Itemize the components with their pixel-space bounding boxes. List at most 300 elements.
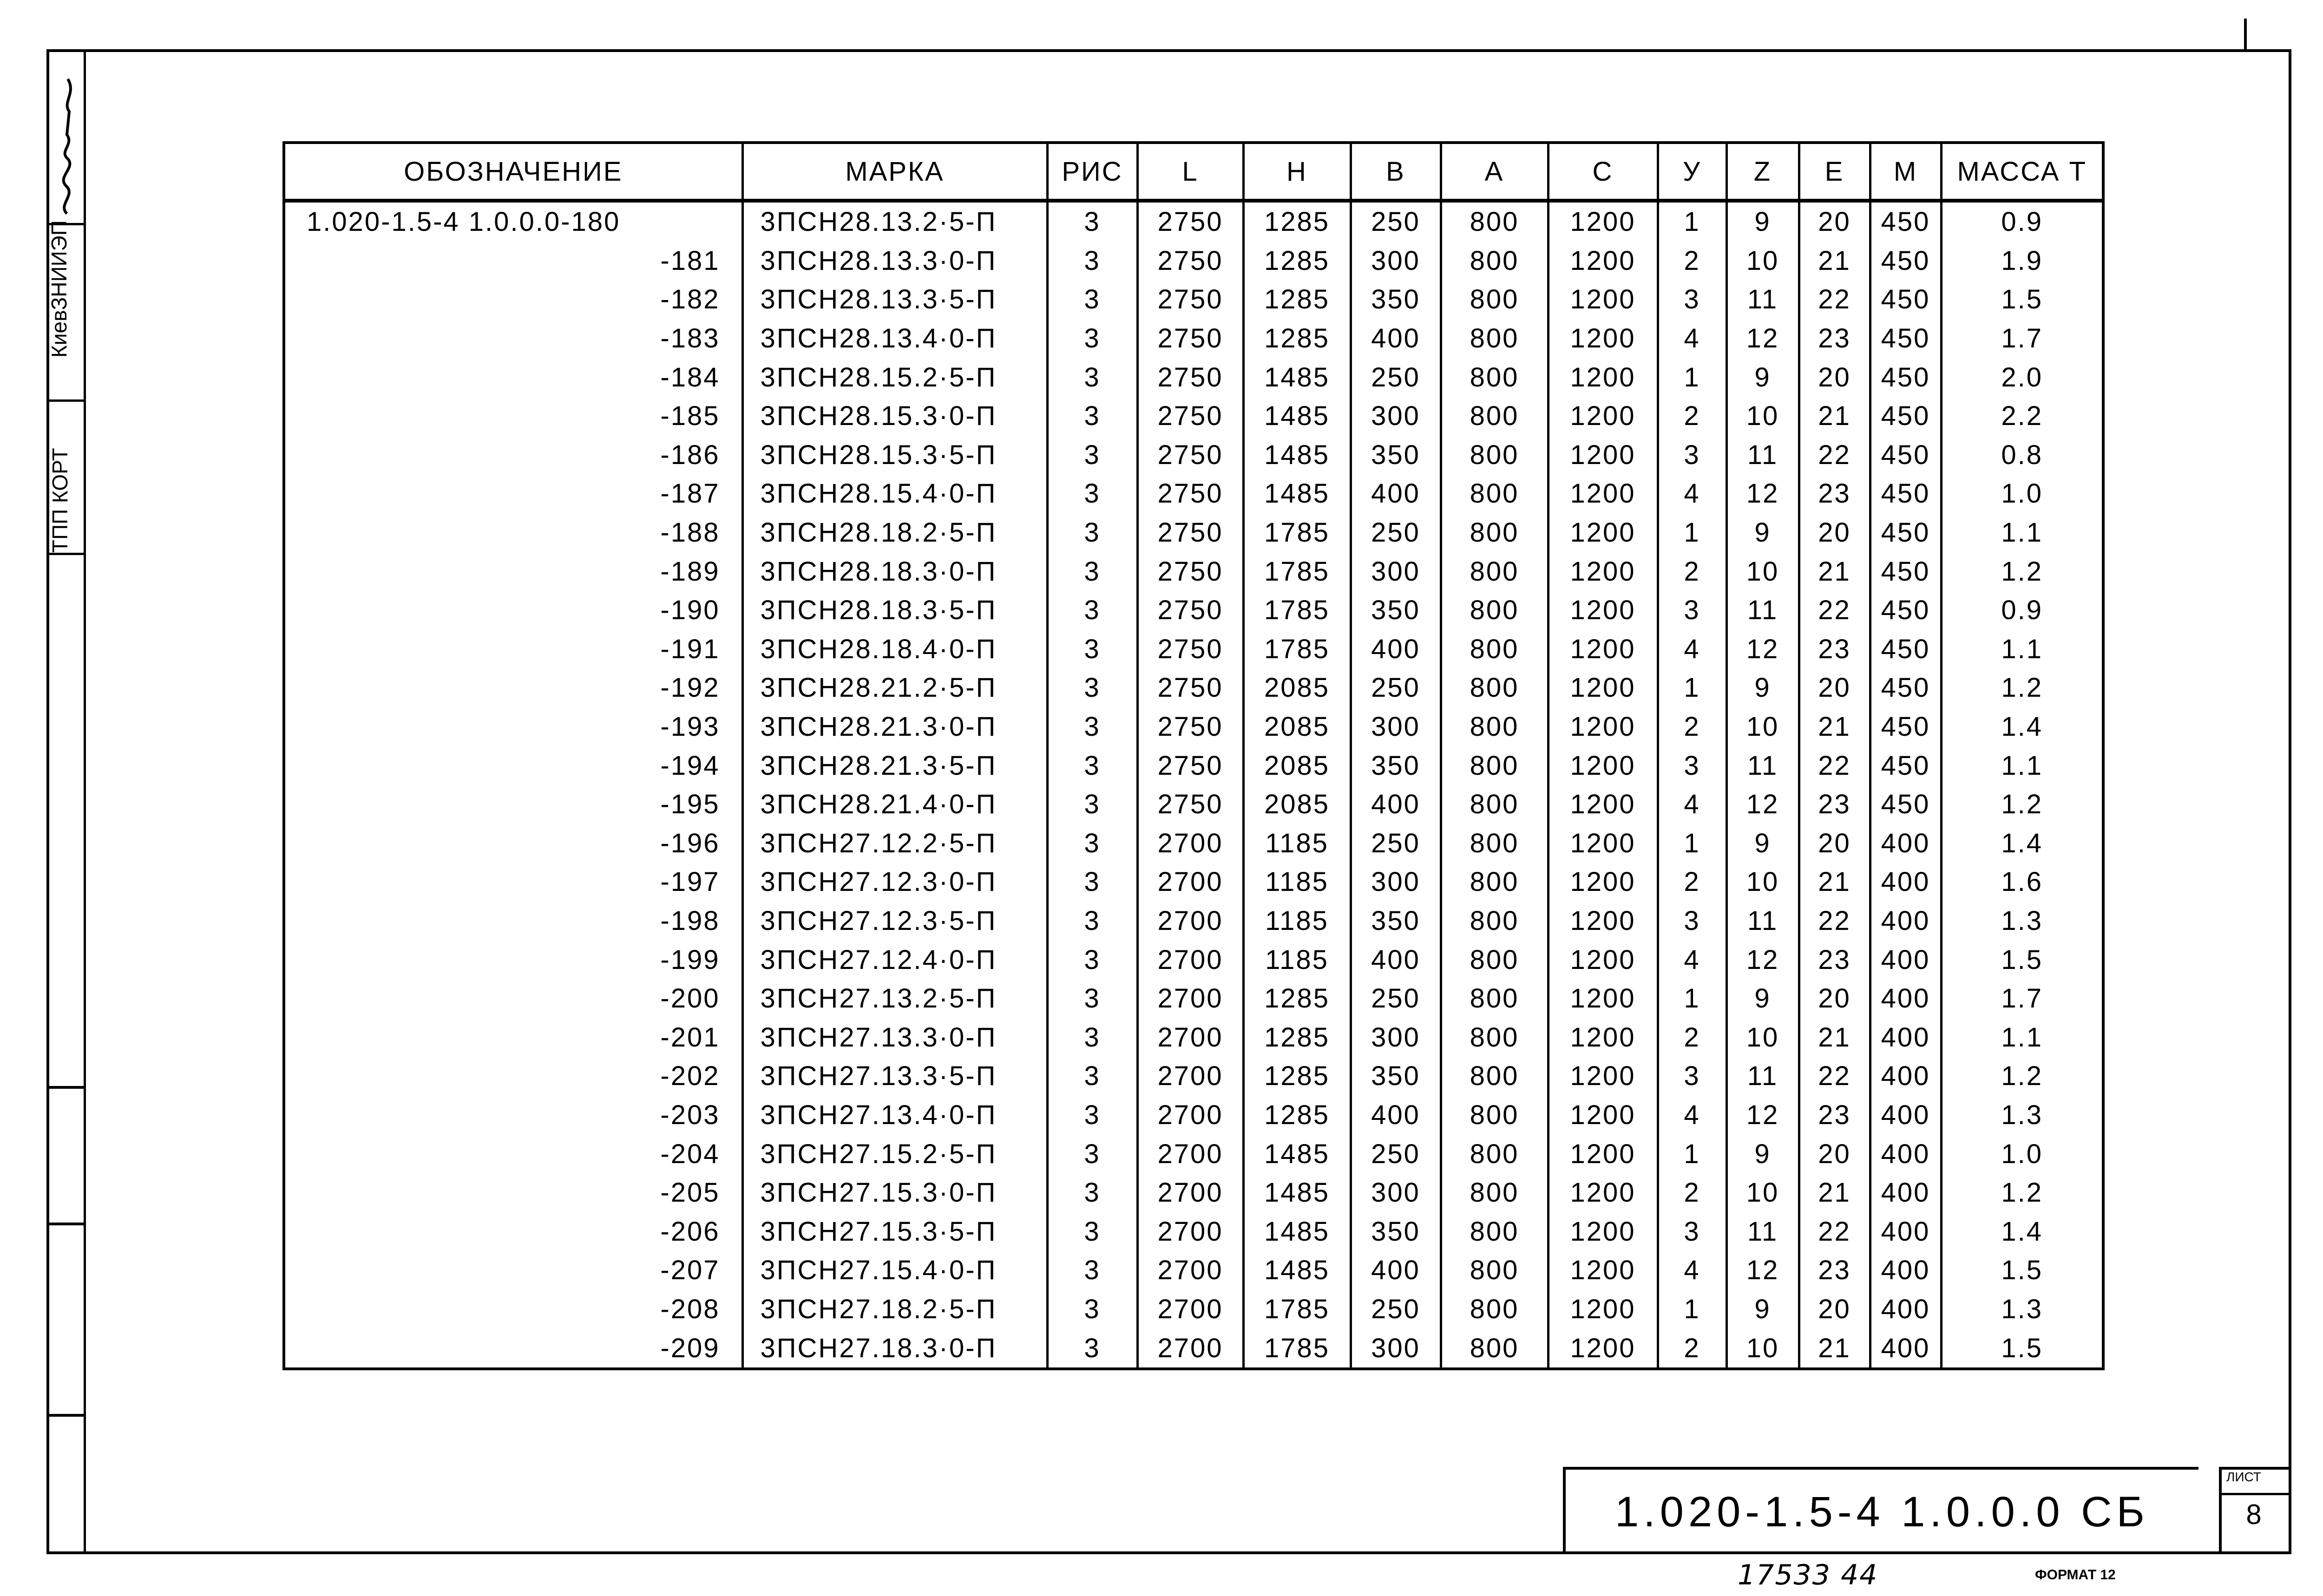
- table-row: [284, 902, 2103, 941]
- table-row: [284, 940, 2103, 979]
- table-cell: 3: [1658, 1057, 1726, 1096]
- table-cell: 800: [1441, 1096, 1548, 1135]
- table-cell: 800: [1441, 1173, 1548, 1212]
- table-cell: 2750: [1137, 785, 1243, 824]
- table-row: [284, 785, 2103, 824]
- table-cell: 1200: [1548, 1212, 1658, 1251]
- table-cell: 1.5: [1941, 940, 2103, 979]
- table-cell: -186: [284, 436, 742, 475]
- table-cell: 21: [1799, 1328, 1870, 1369]
- table-cell: 1485: [1243, 474, 1351, 513]
- table-cell: 800: [1441, 979, 1548, 1018]
- table-row: [284, 1018, 2103, 1057]
- table-cell: 3ПСН28.21.4·0-П: [742, 785, 1047, 824]
- table-cell: 1.4: [1941, 1212, 2103, 1251]
- table-cell: 23: [1799, 1096, 1870, 1135]
- table-cell: 1200: [1548, 319, 1658, 358]
- table-cell: 400: [1870, 1251, 1941, 1290]
- table-cell: 4: [1658, 940, 1726, 979]
- table-cell: 2750: [1137, 358, 1243, 397]
- table-cell: 3: [1047, 513, 1137, 552]
- table-cell: 22: [1799, 1212, 1870, 1251]
- table-cell: 1.6: [1941, 863, 2103, 902]
- table-cell: 2085: [1243, 707, 1351, 746]
- table-cell: 20: [1799, 513, 1870, 552]
- table-cell: 450: [1870, 513, 1941, 552]
- table-cell: 10: [1726, 1328, 1799, 1369]
- table-cell: 2700: [1137, 863, 1243, 902]
- table-cell: 2750: [1137, 474, 1243, 513]
- table-cell: 12: [1726, 319, 1799, 358]
- table-row: [284, 707, 2103, 746]
- table-row: [284, 319, 2103, 358]
- table-cell: 1285: [1243, 280, 1351, 319]
- table-cell: 2.2: [1941, 397, 2103, 436]
- table-cell: 1200: [1548, 1328, 1658, 1369]
- table-row: [284, 1096, 2103, 1135]
- table-cell: 1200: [1548, 1057, 1658, 1096]
- table-cell: 300: [1351, 1018, 1441, 1057]
- table-cell: 0.8: [1941, 436, 2103, 475]
- table-cell: 800: [1441, 436, 1548, 475]
- table-cell: 2750: [1137, 280, 1243, 319]
- table-cell: 1: [1658, 824, 1726, 863]
- table-cell: 1: [1658, 668, 1726, 707]
- table-cell: 400: [1870, 1328, 1941, 1369]
- table-cell: 3: [1047, 242, 1137, 281]
- table-cell: 300: [1351, 397, 1441, 436]
- table-cell: 1.5: [1941, 1251, 2103, 1290]
- table-cell: 3ПСН27.13.4·0-П: [742, 1096, 1047, 1135]
- table-cell: 250: [1351, 979, 1441, 1018]
- table-cell: 1200: [1548, 591, 1658, 630]
- table-cell: 450: [1870, 591, 1941, 630]
- table-cell: 20: [1799, 1134, 1870, 1173]
- table-cell: 800: [1441, 1018, 1548, 1057]
- table-cell: 1200: [1548, 242, 1658, 281]
- table-cell: 350: [1351, 1057, 1441, 1096]
- table-cell: 1285: [1243, 319, 1351, 358]
- table-cell: 2750: [1137, 591, 1243, 630]
- table-cell: 2700: [1137, 979, 1243, 1018]
- table-cell: 450: [1870, 668, 1941, 707]
- table-cell: 1200: [1548, 979, 1658, 1018]
- table-cell: -183: [284, 319, 742, 358]
- table-cell: 400: [1351, 630, 1441, 669]
- table-cell: 22: [1799, 280, 1870, 319]
- table-cell: 1: [1658, 201, 1726, 242]
- table-cell: 2: [1658, 552, 1726, 591]
- table-cell: 800: [1441, 902, 1548, 941]
- table-cell: 1.3: [1941, 902, 2103, 941]
- table-cell: -189: [284, 552, 742, 591]
- table-cell: 23: [1799, 785, 1870, 824]
- table-row: [284, 513, 2103, 552]
- table-cell: 3: [1658, 746, 1726, 785]
- table-cell: 1.2: [1941, 1057, 2103, 1096]
- table-cell: 1200: [1548, 358, 1658, 397]
- table-cell: 1285: [1243, 1018, 1351, 1057]
- table-cell: 3ПСН27.18.3·0-П: [742, 1328, 1047, 1369]
- table-cell: 3ПСН27.15.2·5-П: [742, 1134, 1047, 1173]
- table-cell: 250: [1351, 1290, 1441, 1329]
- table-cell: 23: [1799, 630, 1870, 669]
- table-cell: 1485: [1243, 1134, 1351, 1173]
- table-cell: 2700: [1137, 940, 1243, 979]
- column-header: М: [1870, 143, 1941, 201]
- table-cell: 300: [1351, 863, 1441, 902]
- table-cell: 3: [1047, 474, 1137, 513]
- table-cell: 1200: [1548, 1173, 1658, 1212]
- table-cell: 800: [1441, 1251, 1548, 1290]
- table-cell: 800: [1441, 280, 1548, 319]
- table-cell: 1185: [1243, 902, 1351, 941]
- table-cell: 3ПСН28.15.3·5-П: [742, 436, 1047, 475]
- table-cell: 1200: [1548, 397, 1658, 436]
- table-cell: 1200: [1548, 1290, 1658, 1329]
- table-cell: 3ПСН28.15.4·0-П: [742, 474, 1047, 513]
- column-header: ОБОЗНАЧЕНИЕ: [284, 143, 742, 201]
- table-cell: 2: [1658, 863, 1726, 902]
- table-cell: 2700: [1137, 1018, 1243, 1057]
- table-cell: 1.4: [1941, 824, 2103, 863]
- table-cell: -203: [284, 1096, 742, 1135]
- table-cell: 1200: [1548, 280, 1658, 319]
- table-row: [284, 280, 2103, 319]
- table-cell: 3: [1047, 668, 1137, 707]
- table-cell: 3: [1047, 979, 1137, 1018]
- table-row: [284, 242, 2103, 281]
- table-cell: 450: [1870, 746, 1941, 785]
- table-cell: 2085: [1243, 785, 1351, 824]
- table-cell: 2700: [1137, 1057, 1243, 1096]
- table-cell: 350: [1351, 746, 1441, 785]
- table-cell: 400: [1870, 902, 1941, 941]
- table-cell: 1.2: [1941, 1173, 2103, 1212]
- table-cell: 3: [1658, 1212, 1726, 1251]
- table-cell: 1200: [1548, 513, 1658, 552]
- table-cell: 1.1: [1941, 1018, 2103, 1057]
- table-cell: 400: [1870, 1212, 1941, 1251]
- table-cell: 400: [1870, 824, 1941, 863]
- table-cell: 4: [1658, 785, 1726, 824]
- table-row: [284, 1057, 2103, 1096]
- table-cell: 400: [1870, 940, 1941, 979]
- sheet-label: ЛИСТ: [2226, 1470, 2261, 1484]
- table-cell: 3: [1047, 552, 1137, 591]
- table-cell: 3: [1047, 1173, 1137, 1212]
- table-cell: 4: [1658, 630, 1726, 669]
- table-row: [284, 552, 2103, 591]
- table-cell: 0.9: [1941, 201, 2103, 242]
- table-cell: 1.4: [1941, 707, 2103, 746]
- table-cell: 9: [1726, 201, 1799, 242]
- table-cell: 400: [1351, 1251, 1441, 1290]
- table-cell: 22: [1799, 591, 1870, 630]
- table-cell: 450: [1870, 358, 1941, 397]
- table-cell: 3: [1047, 358, 1137, 397]
- table-cell: 250: [1351, 358, 1441, 397]
- table-cell: 20: [1799, 358, 1870, 397]
- table-cell: -209: [284, 1328, 742, 1369]
- table-cell: -201: [284, 1018, 742, 1057]
- table-cell: 1185: [1243, 940, 1351, 979]
- table-cell: 450: [1870, 707, 1941, 746]
- table-cell: -208: [284, 1290, 742, 1329]
- table-cell: 250: [1351, 824, 1441, 863]
- table-cell: 22: [1799, 746, 1870, 785]
- table-row: [284, 979, 2103, 1018]
- table-cell: 10: [1726, 552, 1799, 591]
- table-cell: -198: [284, 902, 742, 941]
- table-cell: 9: [1726, 1290, 1799, 1329]
- table-cell: 1485: [1243, 1212, 1351, 1251]
- table-cell: 3ПСН28.21.3·0-П: [742, 707, 1047, 746]
- table-cell: 12: [1726, 1251, 1799, 1290]
- table-cell: 2700: [1137, 902, 1243, 941]
- column-header: Н: [1243, 143, 1351, 201]
- table-cell: 1.2: [1941, 785, 2103, 824]
- table-cell: 2750: [1137, 319, 1243, 358]
- table-row: [284, 436, 2103, 475]
- table-cell: 1200: [1548, 1018, 1658, 1057]
- table-cell: 3: [1047, 1212, 1137, 1251]
- table-cell: 3: [1047, 319, 1137, 358]
- format-label: ФОРМАТ 12: [2035, 1567, 2116, 1583]
- table-cell: 2750: [1137, 513, 1243, 552]
- table-cell: 2: [1658, 1328, 1726, 1369]
- table-cell: 9: [1726, 824, 1799, 863]
- table-cell: 1.1: [1941, 513, 2103, 552]
- table-cell: 2750: [1137, 397, 1243, 436]
- table-cell: 1.0: [1941, 1134, 2103, 1173]
- table-row: [284, 201, 2103, 242]
- table-cell: 12: [1726, 785, 1799, 824]
- table-cell: 12: [1726, 630, 1799, 669]
- table-cell: 1200: [1548, 201, 1658, 242]
- table-cell: -202: [284, 1057, 742, 1096]
- table-row: [284, 1212, 2103, 1251]
- table-cell: 1200: [1548, 630, 1658, 669]
- table-cell: 11: [1726, 436, 1799, 475]
- specification-table: [282, 141, 2105, 1370]
- column-header: МАРКА: [742, 143, 1047, 201]
- table-cell: 800: [1441, 630, 1548, 669]
- table-cell: 3ПСН27.15.3·5-П: [742, 1212, 1047, 1251]
- table-cell: 22: [1799, 1057, 1870, 1096]
- table-cell: 3ПСН28.13.4·0-П: [742, 319, 1047, 358]
- table-cell: 800: [1441, 1212, 1548, 1251]
- table-cell: -192: [284, 668, 742, 707]
- table-cell: 1200: [1548, 746, 1658, 785]
- table-row: [284, 668, 2103, 707]
- stamp-institute: КиевЗНИИЭП: [47, 220, 71, 358]
- table-cell: 800: [1441, 746, 1548, 785]
- table-cell: 300: [1351, 1173, 1441, 1212]
- table-cell: 1.7: [1941, 319, 2103, 358]
- table-cell: 1200: [1548, 902, 1658, 941]
- table-cell: 1785: [1243, 591, 1351, 630]
- table-cell: 1785: [1243, 630, 1351, 669]
- table-cell: 20: [1799, 979, 1870, 1018]
- table-cell: 400: [1351, 785, 1441, 824]
- corner-mark: [2244, 19, 2247, 51]
- table-cell: 800: [1441, 1290, 1548, 1329]
- column-header: У: [1658, 143, 1726, 201]
- table-cell: 300: [1351, 1328, 1441, 1369]
- table-cell: 2: [1658, 1018, 1726, 1057]
- table-cell: -184: [284, 358, 742, 397]
- table-cell: 3ПСН27.13.3·5-П: [742, 1057, 1047, 1096]
- table-cell: -204: [284, 1134, 742, 1173]
- table-cell: 1200: [1548, 940, 1658, 979]
- table-cell: 10: [1726, 707, 1799, 746]
- table-cell: 3: [1658, 591, 1726, 630]
- table-cell: 400: [1870, 1057, 1941, 1096]
- sheet-box-divider: [2219, 1493, 2289, 1495]
- table-cell: 450: [1870, 280, 1941, 319]
- table-cell: -205: [284, 1173, 742, 1212]
- table-cell: 350: [1351, 902, 1441, 941]
- table-cell: 3ПСН27.15.4·0-П: [742, 1251, 1047, 1290]
- table-cell: 21: [1799, 1018, 1870, 1057]
- table-row: [284, 1134, 2103, 1173]
- table-cell: 1285: [1243, 979, 1351, 1018]
- table-cell: 1: [1658, 1290, 1726, 1329]
- table-cell: 400: [1870, 1018, 1941, 1057]
- stamp-organization: ТПП КОРТ: [48, 448, 72, 553]
- table-cell: 1200: [1548, 707, 1658, 746]
- table-cell: 3ПСН28.13.3·5-П: [742, 280, 1047, 319]
- table-cell: 3ПСН27.15.3·0-П: [742, 1173, 1047, 1212]
- table-cell: 3: [1047, 863, 1137, 902]
- table-cell: 250: [1351, 668, 1441, 707]
- column-header: Z: [1726, 143, 1799, 201]
- margin-tick-2: [46, 1223, 86, 1225]
- table-cell: 3: [1047, 1328, 1137, 1369]
- table-cell: 800: [1441, 707, 1548, 746]
- table-cell: 2750: [1137, 552, 1243, 591]
- table-cell: 400: [1870, 863, 1941, 902]
- table-cell: 2: [1658, 242, 1726, 281]
- table-cell: 800: [1441, 474, 1548, 513]
- table-cell: 1285: [1243, 242, 1351, 281]
- table-cell: 350: [1351, 436, 1441, 475]
- table-cell: 10: [1726, 397, 1799, 436]
- archive-number: 17533 44: [1738, 1559, 1878, 1591]
- table-cell: 400: [1351, 319, 1441, 358]
- table-cell: 4: [1658, 1096, 1726, 1135]
- table-cell: 3ПСН27.13.2·5-П: [742, 979, 1047, 1018]
- table-cell: 450: [1870, 319, 1941, 358]
- table-cell: 11: [1726, 1057, 1799, 1096]
- table-cell: 4: [1658, 319, 1726, 358]
- table-cell: 350: [1351, 280, 1441, 319]
- table-cell: 3: [1047, 1057, 1137, 1096]
- table-cell: 3: [1658, 902, 1726, 941]
- table-cell: 300: [1351, 242, 1441, 281]
- table-cell: 1200: [1548, 863, 1658, 902]
- table-cell: -190: [284, 591, 742, 630]
- margin-tick-3: [46, 1414, 86, 1417]
- table-cell: 800: [1441, 863, 1548, 902]
- table-cell: 3: [1047, 1290, 1137, 1329]
- table-cell: 3ПСН27.12.2·5-П: [742, 824, 1047, 863]
- table-cell: 1785: [1243, 1328, 1351, 1369]
- table-cell: 3: [1047, 707, 1137, 746]
- table-cell: 2700: [1137, 1096, 1243, 1135]
- table-cell: 21: [1799, 242, 1870, 281]
- table-cell: 3ПСН27.12.3·5-П: [742, 902, 1047, 941]
- table-cell: 21: [1799, 863, 1870, 902]
- table-cell: 12: [1726, 1096, 1799, 1135]
- table-cell: 2085: [1243, 746, 1351, 785]
- column-header: МАССА Т: [1941, 143, 2103, 201]
- table-cell: 11: [1726, 1212, 1799, 1251]
- table-cell: 9: [1726, 513, 1799, 552]
- table-row: [284, 863, 2103, 902]
- table-cell: 3ПСН27.13.3·0-П: [742, 1018, 1047, 1057]
- table-body: [284, 201, 2103, 1369]
- table-cell: 3: [1658, 436, 1726, 475]
- table-cell: 3ПСН28.18.3·5-П: [742, 591, 1047, 630]
- table-cell: 1200: [1548, 1134, 1658, 1173]
- table-cell: 800: [1441, 1134, 1548, 1173]
- table-cell: 800: [1441, 668, 1548, 707]
- table-cell: 12: [1726, 940, 1799, 979]
- table-cell: 23: [1799, 319, 1870, 358]
- table-cell: 3ПСН28.15.3·0-П: [742, 397, 1047, 436]
- table-cell: 1485: [1243, 1251, 1351, 1290]
- table-header-row: [284, 143, 2103, 201]
- margin-tick-1: [46, 1086, 86, 1089]
- table-cell: -185: [284, 397, 742, 436]
- table-cell: 3: [1047, 1018, 1137, 1057]
- table-row: [284, 397, 2103, 436]
- table-cell: 1485: [1243, 436, 1351, 475]
- table-cell: 1: [1658, 979, 1726, 1018]
- table-cell: 3: [1047, 940, 1137, 979]
- table-row: [284, 824, 2103, 863]
- table-cell: 1.2: [1941, 668, 2103, 707]
- table-cell: 250: [1351, 513, 1441, 552]
- frame-top-border: [46, 49, 2291, 52]
- table-cell: 2700: [1137, 1328, 1243, 1369]
- table-cell: 1.9: [1941, 242, 2103, 281]
- table-cell: 1200: [1548, 785, 1658, 824]
- table-cell: 0.9: [1941, 591, 2103, 630]
- table-cell: -197: [284, 863, 742, 902]
- table-cell: 3: [1047, 1134, 1137, 1173]
- column-header: С: [1548, 143, 1658, 201]
- column-header: Е: [1799, 143, 1870, 201]
- table-cell: 21: [1799, 397, 1870, 436]
- stamp-divider-3: [46, 553, 86, 555]
- table-row: [284, 1251, 2103, 1290]
- table-cell: 2750: [1137, 436, 1243, 475]
- table-cell: 2700: [1137, 1251, 1243, 1290]
- stamp-divider-2: [46, 399, 86, 402]
- table-cell: 10: [1726, 1018, 1799, 1057]
- table-cell: 12: [1726, 474, 1799, 513]
- table-cell: 2: [1658, 1173, 1726, 1212]
- table-cell: 3ПСН27.12.3·0-П: [742, 863, 1047, 902]
- frame-right-border: [2289, 49, 2291, 1554]
- table-cell: 3: [1658, 280, 1726, 319]
- table-cell: 3: [1047, 746, 1137, 785]
- table-cell: 1.5: [1941, 1328, 2103, 1369]
- column-header: РИС: [1047, 143, 1137, 201]
